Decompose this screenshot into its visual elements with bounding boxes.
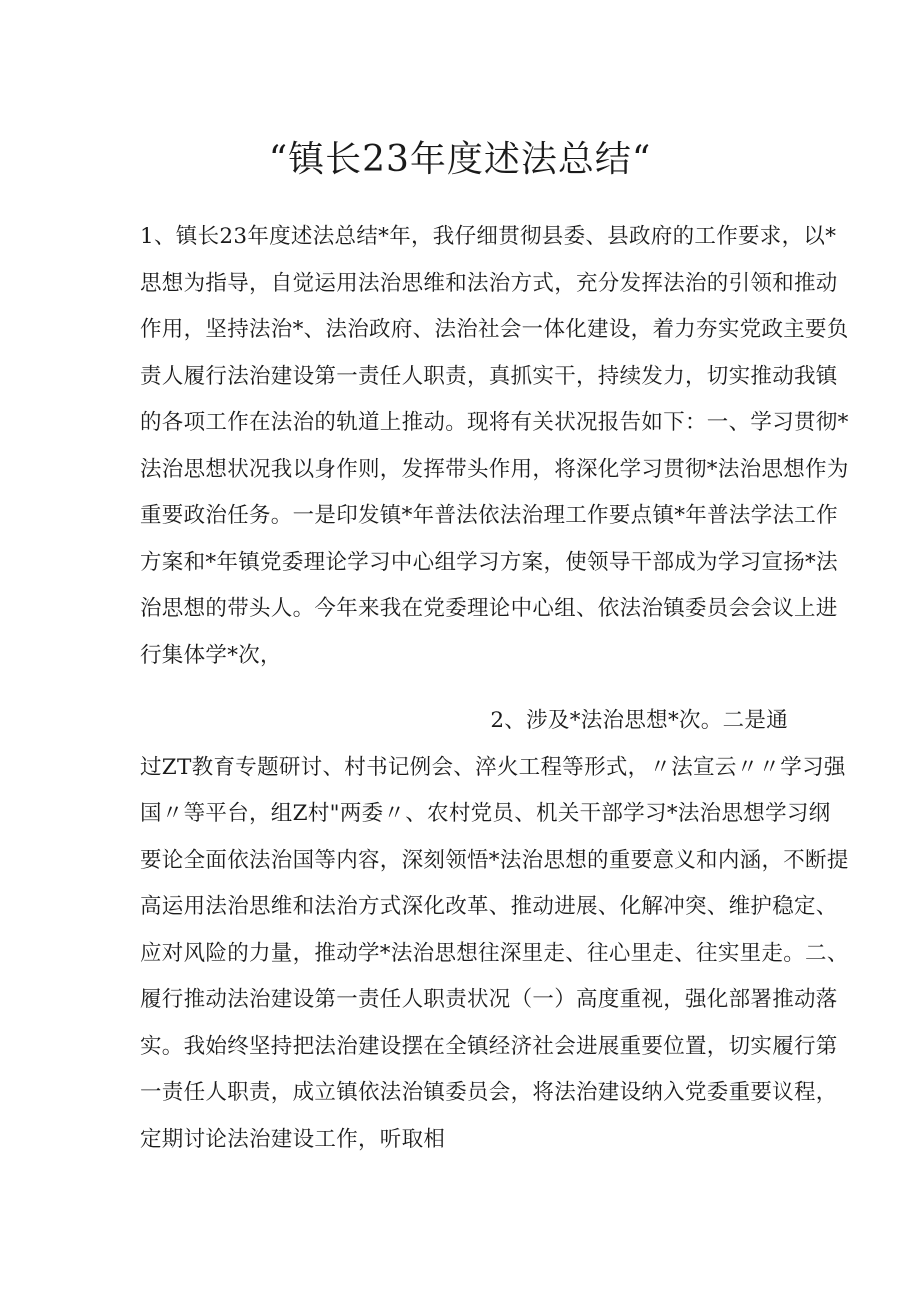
text-line: 履行推动法治建设第一责任人职责状况（一）高度重视，强化部署推动落 [140, 987, 838, 1012]
text-line: 的各项工作在法治的轨道上推动。现将有关状况报告如下：一、学习贯彻* [140, 410, 849, 435]
text-line: 方案和*年镇党委理论学习中心组学习方案，使领导干部成为学习宣扬*法 [140, 549, 838, 575]
text-line: 重要政治任务。一是印发镇*年普法依法治理工作要点镇*年普法学法工作 [140, 503, 838, 528]
document-title: “镇长23年度述法总结“ [268, 139, 652, 180]
text-line: 应对风险的力量，推动学*法治思想往深里走、往心里走、往实里走。二、 [140, 940, 849, 966]
paragraph-2 [140, 698, 849, 1163]
text-line: 高运用法治思维和法治方式深化改革、推动进展、化解冲突、维护稳定、 [140, 894, 838, 919]
text-line: 2、涉及*法治思想*次。二是通 [490, 708, 788, 733]
text-line: 法治思想状况我以身作则，发挥带头作用，将深化学习贯彻*法治思想作为 [140, 456, 849, 482]
text-line: 定期讨论法治建设工作，听取相 [140, 1126, 446, 1152]
paragraph-1 [140, 214, 849, 679]
text-line: 一责任人职责，成立镇依法治镇委员会，将法治建设纳入党委重要议程， [140, 1080, 838, 1105]
text-line: 实。我始终坚持把法治建设摆在全镇经济社会进展重要位置，切实履行第 [140, 1033, 838, 1059]
text-line: 行集体学*次， [140, 642, 282, 668]
text-line: 要论全面依法治国等内容，深刻领悟*法治思想的重要意义和内涵，不断提 [140, 847, 849, 873]
text-line: 过ZT教育专题研讨、村书记例会、淬火工程等形式，〃法宣云〃〃学习强 [140, 754, 846, 780]
text-line: 治思想的带头人。今年来我在党委理论中心组、依法治镇委员会会议上进 [140, 596, 838, 621]
text-line: 国〃等平台，组Z村"两委〃、农村党员、机关干部学习*法治思想学习纲 [140, 801, 831, 826]
text-line: 1、镇长23年度述法总结*年，我仔细贯彻县委、县政府的工作要求，以* [140, 224, 837, 249]
text-line: 思想为指导，自觉运用法治思维和法治方式，充分发挥法治的引领和推动 [140, 270, 838, 296]
text-line: 责人履行法治建设第一责任人职责，真抓实干，持续发力，切实推动我镇 [140, 363, 838, 389]
text-line: 作用，坚持法治*、法治政府、法治社会一体化建设，着力夯实党政主要负 [140, 317, 849, 342]
